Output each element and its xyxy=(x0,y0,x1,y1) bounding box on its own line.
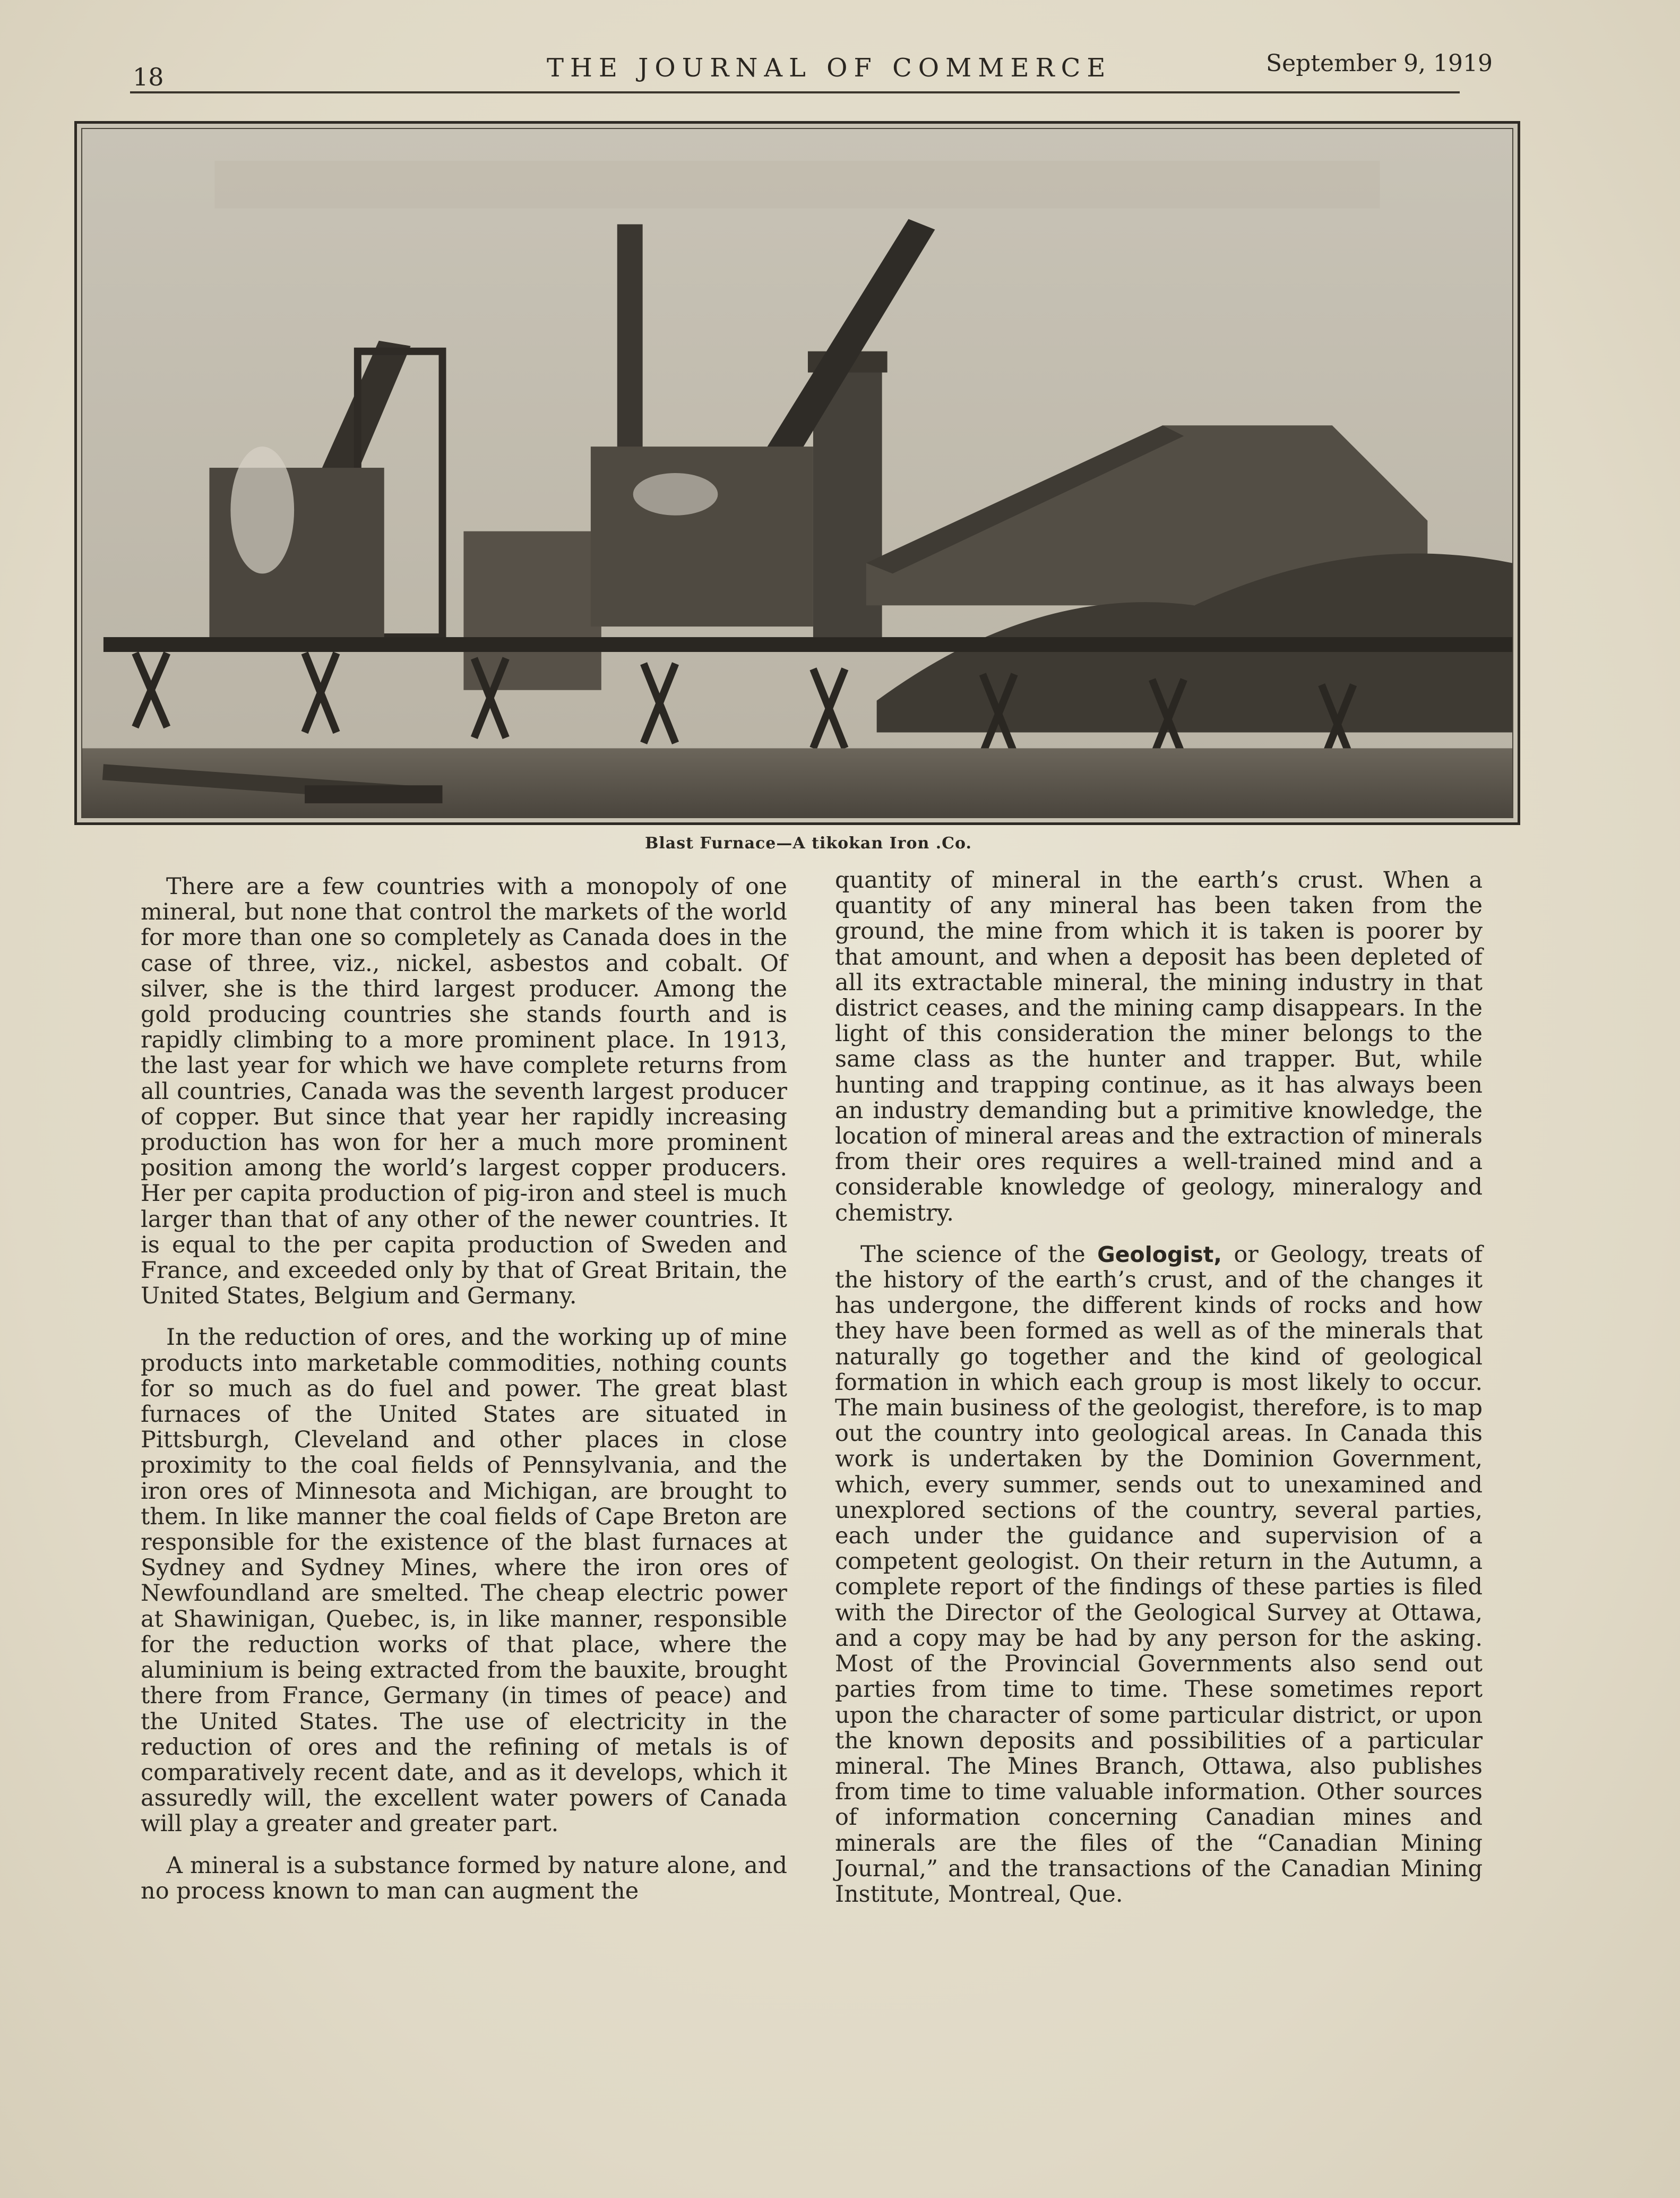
photo-illustration xyxy=(82,129,1512,817)
paragraph-ore-reduction: In the reduction of ores, and the working up of mine products into marketable commodities, nothing counts for so much as do fuel and power. The great blast furnaces of the United States are situated in Pittsburgh, Cleveland and other places in close proximity to the coal fields of Pennsylvania, and the iron ores of Minnesota and Michigan, are brought to them. In like manner the coal fields of Cape Breton are responsible for the existence of the blast furnaces at Sydney and Sydney Mines, where the iron ores of Newfoundland are smelted. The cheap electric power at Shawinigan, Quebec, is, in like manner, responsible for the reduction works of that place, where the aluminium is being extracted from the bauxite, brought there from France, Germany (in times of peace) and the United States. The use of electricity in the reduction of ores and the refining of metals is of comparatively recent date, and as it develops, which it assuredly will, the excellent water powers of Canada will play a greater and greater part. xyxy=(141,1324,787,1838)
publication-title: THE JOURNAL OF COMMERCE xyxy=(547,53,1112,83)
photo-caption: Blast Furnace—A tikokan Iron .Co. xyxy=(645,834,972,853)
paragraph-mineral-definition: A mineral is a substance formed by nature alone, and no process known to man can augment the xyxy=(141,1852,787,1904)
geologist-lead: The science of the xyxy=(860,1241,1085,1268)
paragraph-canada-monopoly: There are a few countries with a monopoly of one mineral, but none that control the markets of the world for more than one so completely as Canada does in the case of three, viz., nickel, asbestos and cobalt. Of silver, she is the third largest producer. Among the gold producing countries she stands fourth and is rapidly climbing to a more prominent place. In 1913, the last year for which we have complete returns from all countries, Canada was the seventh largest producer of copper. But since that year her rapidly increasing production has won for her a much more prominent position among the world’s largest copper producers. Her per capita production of pig-iron and steel is much larger than that of any other of the newer countries. It is equal to the per capita production of Sweden and France, and exceeded only by that of Great Britain, the United States, Belgium and Germany. xyxy=(141,873,787,1310)
geologist-keyword: Geologist, xyxy=(1097,1241,1222,1267)
issue-date: September 9, 1919 xyxy=(1266,50,1493,77)
photo-image xyxy=(81,128,1513,818)
paragraph-continuation: quantity of mineral in the earth’s crust. When a quantity of any mineral has been taken from the ground, the mine from which it is taken is poorer by that amount, and when a deposit has been depleted of all its extractable mineral, the mining industry in that district ceases, and the mining camp disappears. In the light of this consideration the miner belongs to the same class as the hunter and trapper. But, while hunting and trapping continue, as it has always been an industry demanding but a primitive knowledge, the location of mineral areas and the extraction of minerals from their ores requires a well-trained mind and a considerable knowledge of geology, mineralogy and chemistry. xyxy=(835,867,1483,1226)
geologist-text: or Geology, treats of the history of the earth’s crust, and of the changes it has undergone, the different kinds of rocks and how they have been formed as well as of the minerals that naturally go together and the kind of geological formation in which each group is most likely to occur. The main business of the geologist, therefore, is to map out the country into geological areas. In Canada this work is undertaken by the Dominion Government, which, every summer, sends out to unexamined and unexplored sections of the country, several parties, each under the guidance and supervision of a competent geologist. On their return in the Autumn, a complete report of the findings of these parties is filed with the Director of the Geological Survey at Ottawa, and a copy may be had by any person for the asking. Most of the Provincial Governments also send out parties from time to time. These sometimes report upon the character of some particular district, or upon the known deposits and possibilities of a particular mineral. The Mines Branch, Ottawa, also publishes from time to time valuable information. Other sources of information concerning Canadian mines and minerals are the files of the “Canadian Mining Journal,” and the transactions of the Canadian Mining Institute, Montreal, Que. xyxy=(835,1241,1483,1908)
paragraph-geologist xyxy=(835,1242,1483,1907)
blast-furnace-photo xyxy=(74,121,1520,825)
article-left-column xyxy=(141,874,787,1920)
header-rule xyxy=(130,91,1460,93)
article-right-column xyxy=(835,868,1483,1923)
page-number: 18 xyxy=(133,63,164,91)
